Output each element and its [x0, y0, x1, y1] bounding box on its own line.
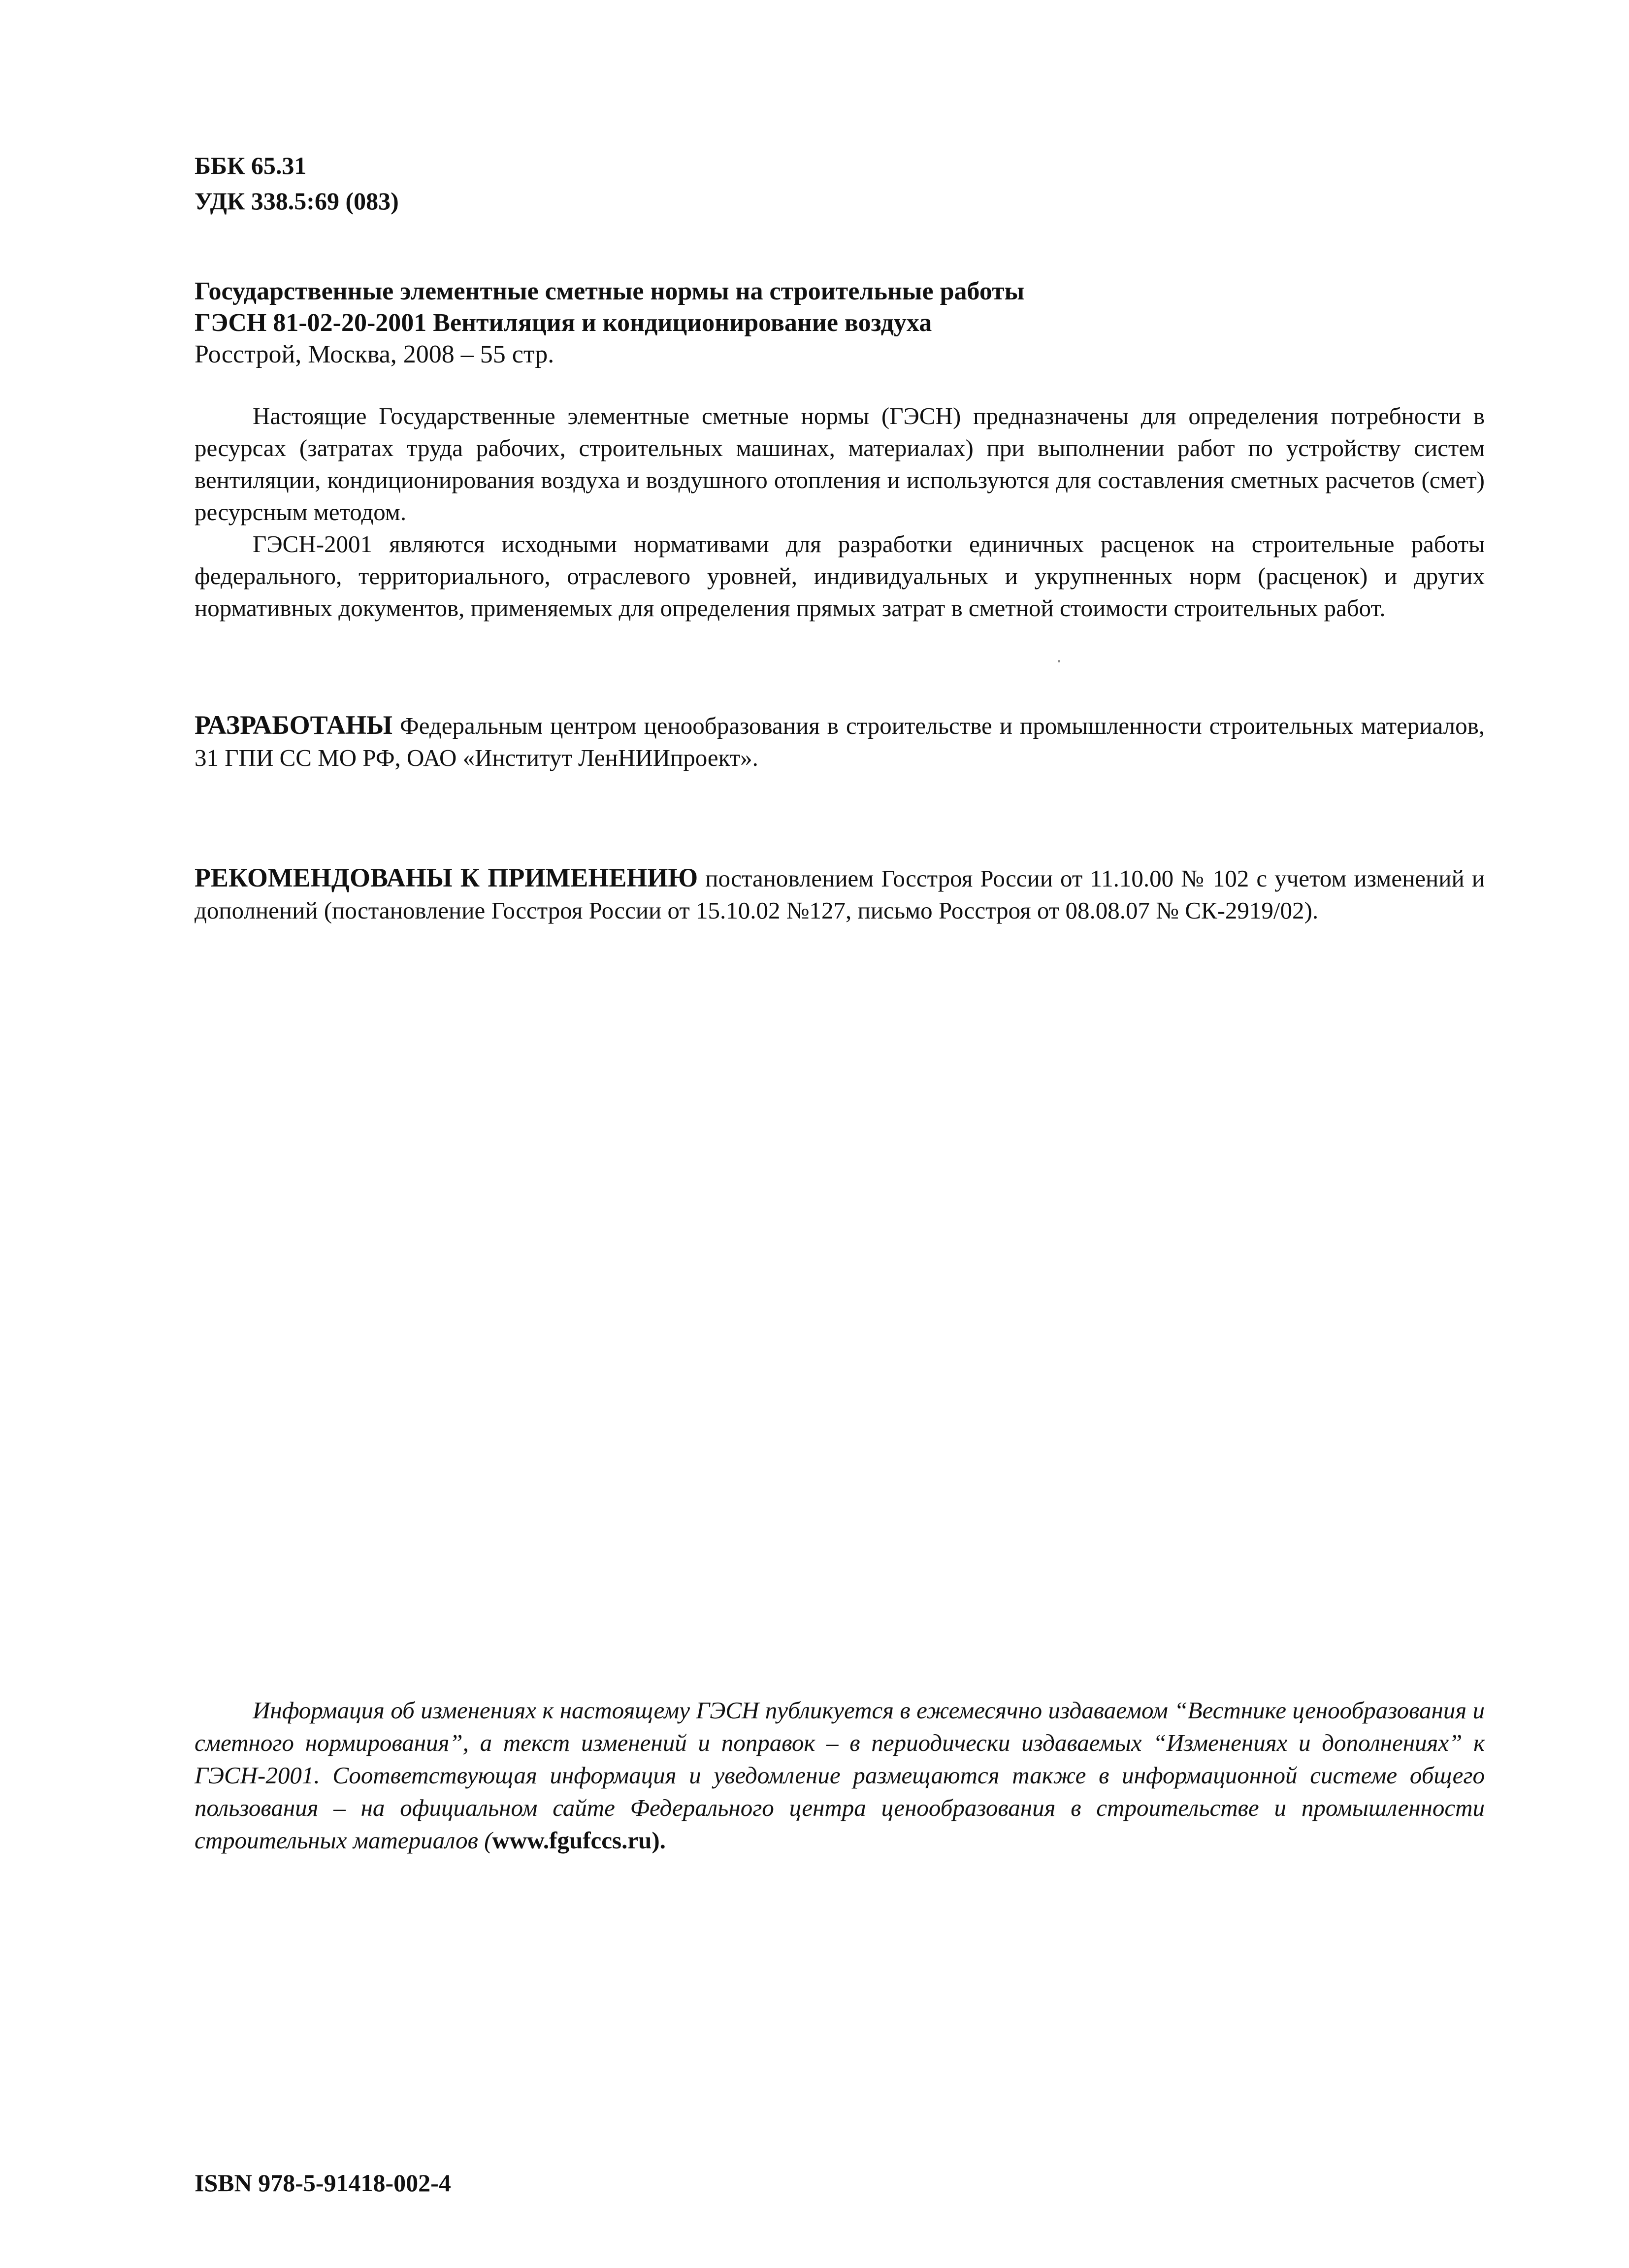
document-title: Государственные элементные сметные нормы на строительные работы	[195, 277, 1025, 305]
isbn: ISBN 978-5-91418-002-4	[195, 2169, 451, 2197]
abstract-paragraph-1: Настоящие Государственные элементные сметные нормы (ГЭСН) предназначены для определения потребности в ресурсах (затратах труда рабочих, строительных машинах, материалах) при выполнении работ по устройству систем вентиляции, кондиционирования воздуха и воздушного отопления и используются для составления сметных расчетов (смет) ресурсным методом.	[195, 402, 1485, 526]
abstract	[195, 400, 1485, 624]
udk-code: УДК 338.5:69 (083)	[195, 187, 399, 215]
bbk-code: ББК 65.31	[195, 152, 307, 179]
info-note	[195, 1694, 1485, 1857]
abstract-paragraph-2: ГЭСН-2001 являются исходными нормативами для разработки единичных расценок на строительные работы федерального, территориального, отраслевого уровней, индивидуальных и укрупненных норм (расценок) и других нормативных документов, применяемых для определения прямых затрат в сметной стоимости строительных работ.	[195, 530, 1485, 622]
recommended-for-use	[195, 862, 1485, 926]
info-note-closing: ).	[652, 1827, 666, 1854]
title-block	[195, 276, 1485, 370]
scan-speck	[1058, 660, 1060, 662]
website-link[interactable]: www.fgufccs.ru	[492, 1827, 652, 1854]
developed-text: Федеральным центром ценообразования в строительстве и промышленности строительных материалов, 31 ГПИ СС МО РФ, ОАО «Институт ЛенНИИпроект».	[195, 712, 1485, 771]
info-note-text: Информация об изменениях к настоящему ГЭСН публикуется в ежемесячно издаваемом “Вестнике ценообразования и сметного нормирования”, а текст изменений и поправок – в периодически издаваемых “Изменениях и дополнениях” к ГЭСН-2001. Соответствующая информация и уведомление размещаются также в информационной системе общего пользования – на официальном сайте Федерального центра ценообразования в строительстве и промышленности строительных материалов (	[195, 1697, 1485, 1854]
document-code-title: ГЭСН 81-02-20-2001 Вентиляция и кондиционирование воздуха	[195, 309, 932, 337]
recommended-text: постановлением Госстроя России от 11.10.00 № 102 с учетом изменений и дополнений (постановление Госстроя России от 15.10.02 №127, письмо Росстроя от 08.08.07 № СК-2919/02).	[195, 865, 1485, 924]
recommended-label: РЕКОМЕНДОВАНЫ К ПРИМЕНЕНИЮ	[195, 863, 698, 892]
developed-label: РАЗРАБОТАНЫ	[195, 710, 392, 740]
classification-codes	[195, 148, 1485, 219]
imprint: Росстрой, Москва, 2008 – 55 стр.	[195, 340, 554, 368]
developed-by	[195, 709, 1485, 774]
